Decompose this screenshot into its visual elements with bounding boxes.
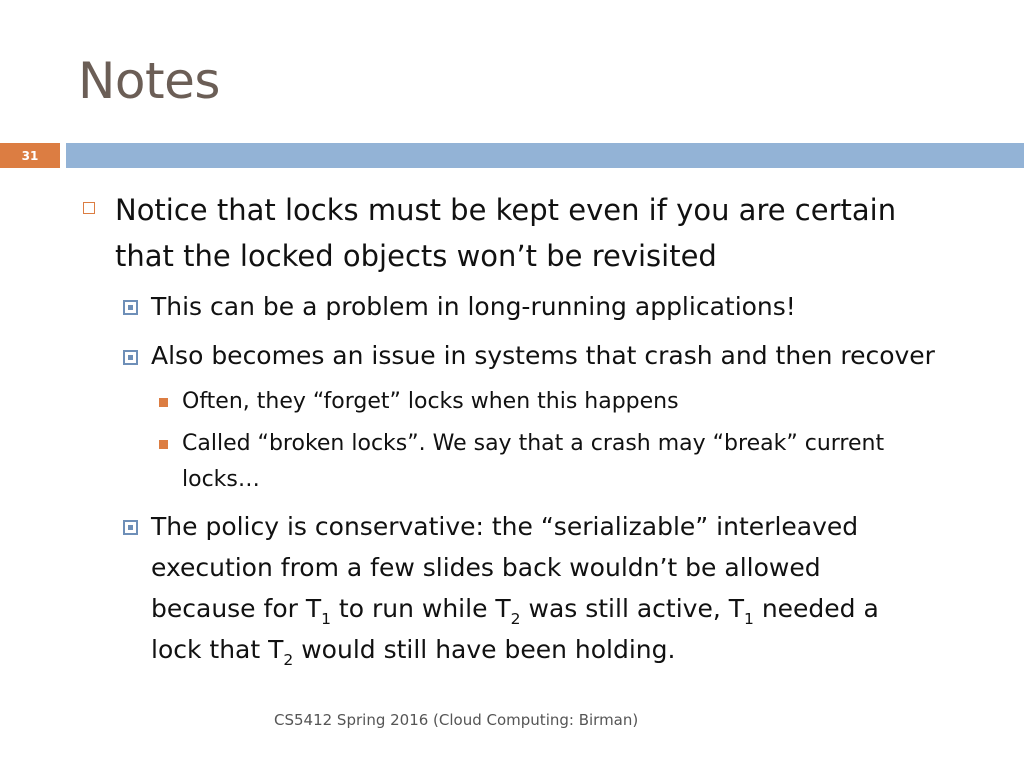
framed-square-bullet-icon <box>123 520 138 535</box>
subscript-2b: 2 <box>283 650 294 669</box>
policy-line4-part1: lock that T <box>151 635 284 664</box>
subscript-1: 1 <box>321 609 331 628</box>
bullet-l3-broken-line2: locks… <box>182 467 260 492</box>
bullet-l2-policy-line1: The policy is conservative: the “serializable” interleaved <box>151 512 859 541</box>
hollow-square-bullet-icon <box>83 202 95 214</box>
subscript-2: 2 <box>510 609 521 628</box>
bullet-l2-policy-line3 <box>151 594 879 628</box>
bullet-l1-line1: Notice that locks must be kept even if you are certain <box>115 193 897 227</box>
bullet-l3-forget: Often, they “forget” locks when this happens <box>182 389 679 414</box>
policy-line3-part3: was still active, T <box>520 594 744 623</box>
bullet-l1-line2: that the locked objects won’t be revisited <box>115 239 717 273</box>
filled-square-bullet-icon <box>159 440 168 449</box>
slide-title: Notes <box>78 52 220 110</box>
bullet-l3-broken-line1: Called “broken locks”. We say that a crash may “break” current <box>182 431 885 456</box>
framed-square-bullet-icon <box>123 350 138 365</box>
policy-line3-part1: because for T <box>151 594 322 623</box>
bullet-l2-problem: This can be a problem in long-running applications! <box>151 292 796 321</box>
slide-footer: CS5412 Spring 2016 (Cloud Computing: Birman) <box>274 711 639 729</box>
slide-number: 31 <box>21 148 39 163</box>
policy-line4-part2: would still have been holding. <box>293 635 676 664</box>
bullet-l2-policy-line4 <box>151 635 676 669</box>
filled-square-bullet-icon <box>159 398 168 407</box>
policy-line3-part2: to run while T <box>330 594 511 623</box>
framed-square-bullet-icon <box>123 300 138 315</box>
bullet-l2-policy-line2: execution from a few slides back wouldn’t be allowed <box>151 553 821 582</box>
subscript-1b: 1 <box>744 609 754 628</box>
bullet-l2-issue: Also becomes an issue in systems that crash and then recover <box>151 341 935 370</box>
policy-line3-part4: needed a <box>753 594 879 623</box>
